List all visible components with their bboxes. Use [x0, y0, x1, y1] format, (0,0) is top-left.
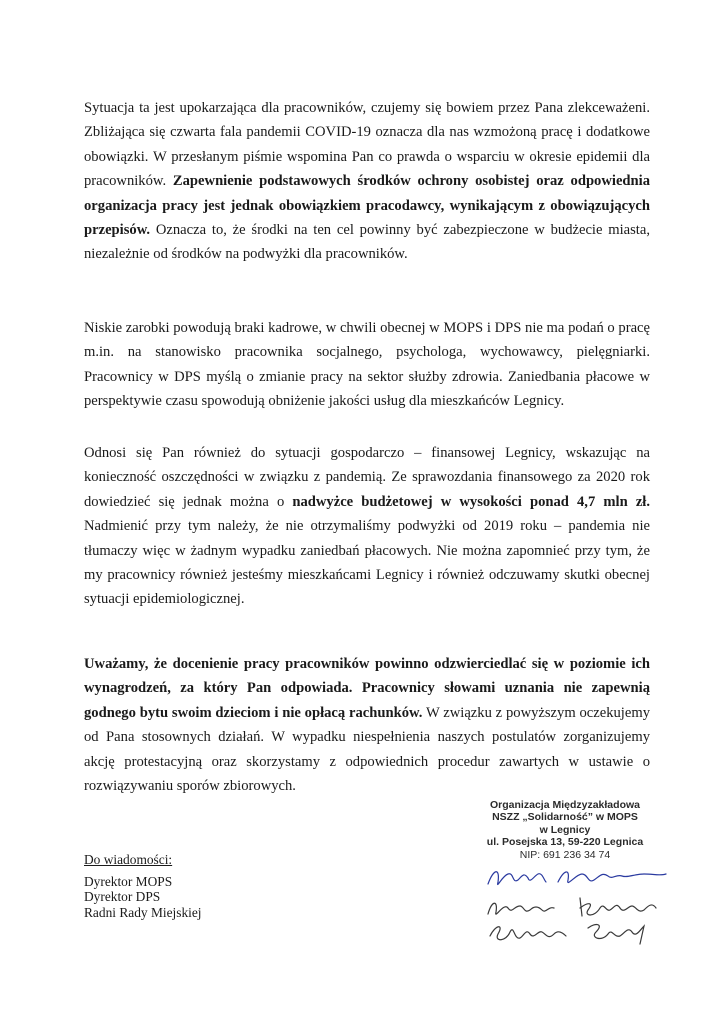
organization-stamp	[480, 799, 650, 861]
distribution-list	[84, 852, 202, 920]
p4-bold: Uważamy, że docenienie pracy pracowników powinno odzwierciedlać się w poziomie ich wynagrodzeń, za który Pan odpowiada. Pracownicy słowami uznania nie zapewnią godnego bytu swoim dzieciom i nie opłacą rachunków.	[84, 656, 650, 721]
distribution-item-mops: Dyrektor MOPS	[84, 873, 173, 889]
p3-text-c: Nadmienić przy tym należy, że nie otrzymaliśmy podwyżki od 2019 roku – pandemia nie tłumaczy więc w żadnym wypadku zaniedbań płacowych. Nie można zapomnieć przy tym, że my pracownicy również jesteśmy mieszkańcami Legnicy i również odczuwamy skutki obecnej sytuacji epidemiologicznej.	[84, 518, 650, 608]
signature-1	[488, 872, 666, 885]
stamp-line-3: w Legnicy	[539, 823, 591, 836]
signatures	[484, 862, 684, 952]
distribution-item-dps: Dyrektor DPS	[84, 889, 161, 905]
stamp-line-1: Organizacja Międzyzakładowa	[490, 799, 640, 811]
p3-text-a: Odnosi się Pan również do sytuacji gospodarczo – finansowej Legnicy, wskazując na konieczność oszczędności w związku z pandemią. Ze sprawozdania finansowego za 2020 rok dowiedzieć się jednak można o	[84, 445, 650, 510]
signatures-svg	[484, 862, 684, 952]
paragraph-2	[84, 316, 650, 414]
stamp-line-2: NSZZ „Solidarność” w MOPS	[492, 811, 638, 824]
paragraph-1	[84, 96, 650, 267]
distribution-item-council: Radni Rady Miejskiej	[84, 904, 202, 920]
signature-3	[490, 925, 644, 944]
p1-text-c: Oznacza to, że środki na ten cel powinny być zabezpieczone w budżecie miasta, niezależnie od środków na podwyżki dla pracowników.	[84, 222, 650, 263]
p1-text-a: Sytuacja ta jest upokarzająca dla pracowników, czujemy się bowiem przez Pana zlekceważeni. Zbliżająca się czwarta fala pandemii COVID-19 oznacza dla nas wzmożoną pracę i dodatkowe obowiązki. W przesłanym piśmie wspomina Pan co prawda o wsparciu w okresie epidemii dla pracowników.	[84, 100, 650, 190]
p4-text-b: W związku z powyższym oczekujemy od Pana stosownych działań. W wypadku niespełnienia naszych postulatów zorganizujemy akcję protestacyjną oraz skorzystamy z odpowiednich procedur zawartych w ustawie o rozwiązywaniu sporów zbiorowych.	[84, 704, 650, 795]
p1-bold: Zapewnienie podstawowych środków ochrony osobistej oraz odpowiednia organizacja pracy jest jednak obowiązkiem pracodawcy, wynikającym z obowiązujących przepisów.	[84, 173, 651, 239]
paragraph-4	[84, 652, 650, 798]
p3-bold: nadwyżce budżetowej w wysokości ponad 4,7 mln zł.	[292, 493, 651, 510]
stamp-line-5: NIP: 691 236 34 74	[519, 848, 611, 861]
distribution-header: Do wiadomości:	[84, 852, 173, 867]
stamp-line-4: ul. Posejska 13, 59-220 Legnica	[486, 836, 644, 849]
paragraph-3	[84, 441, 650, 612]
signature-2	[488, 898, 656, 916]
p2-text: Niskie zarobki powodują braki kadrowe, w chwili obecnej w MOPS i DPS nie ma podań o pracę m.in. na stanowisko pracownika socjalnego, psychologa, wychowawcy, pielęgniarki. Pracownicy w DPS myślą o zmianie pracy na sektor służby zdrowia. Zaniedbania płacowe w perspektywie czasu spowodują obniżenie jakości usług dla mieszkańców Legnicy.	[84, 320, 650, 410]
